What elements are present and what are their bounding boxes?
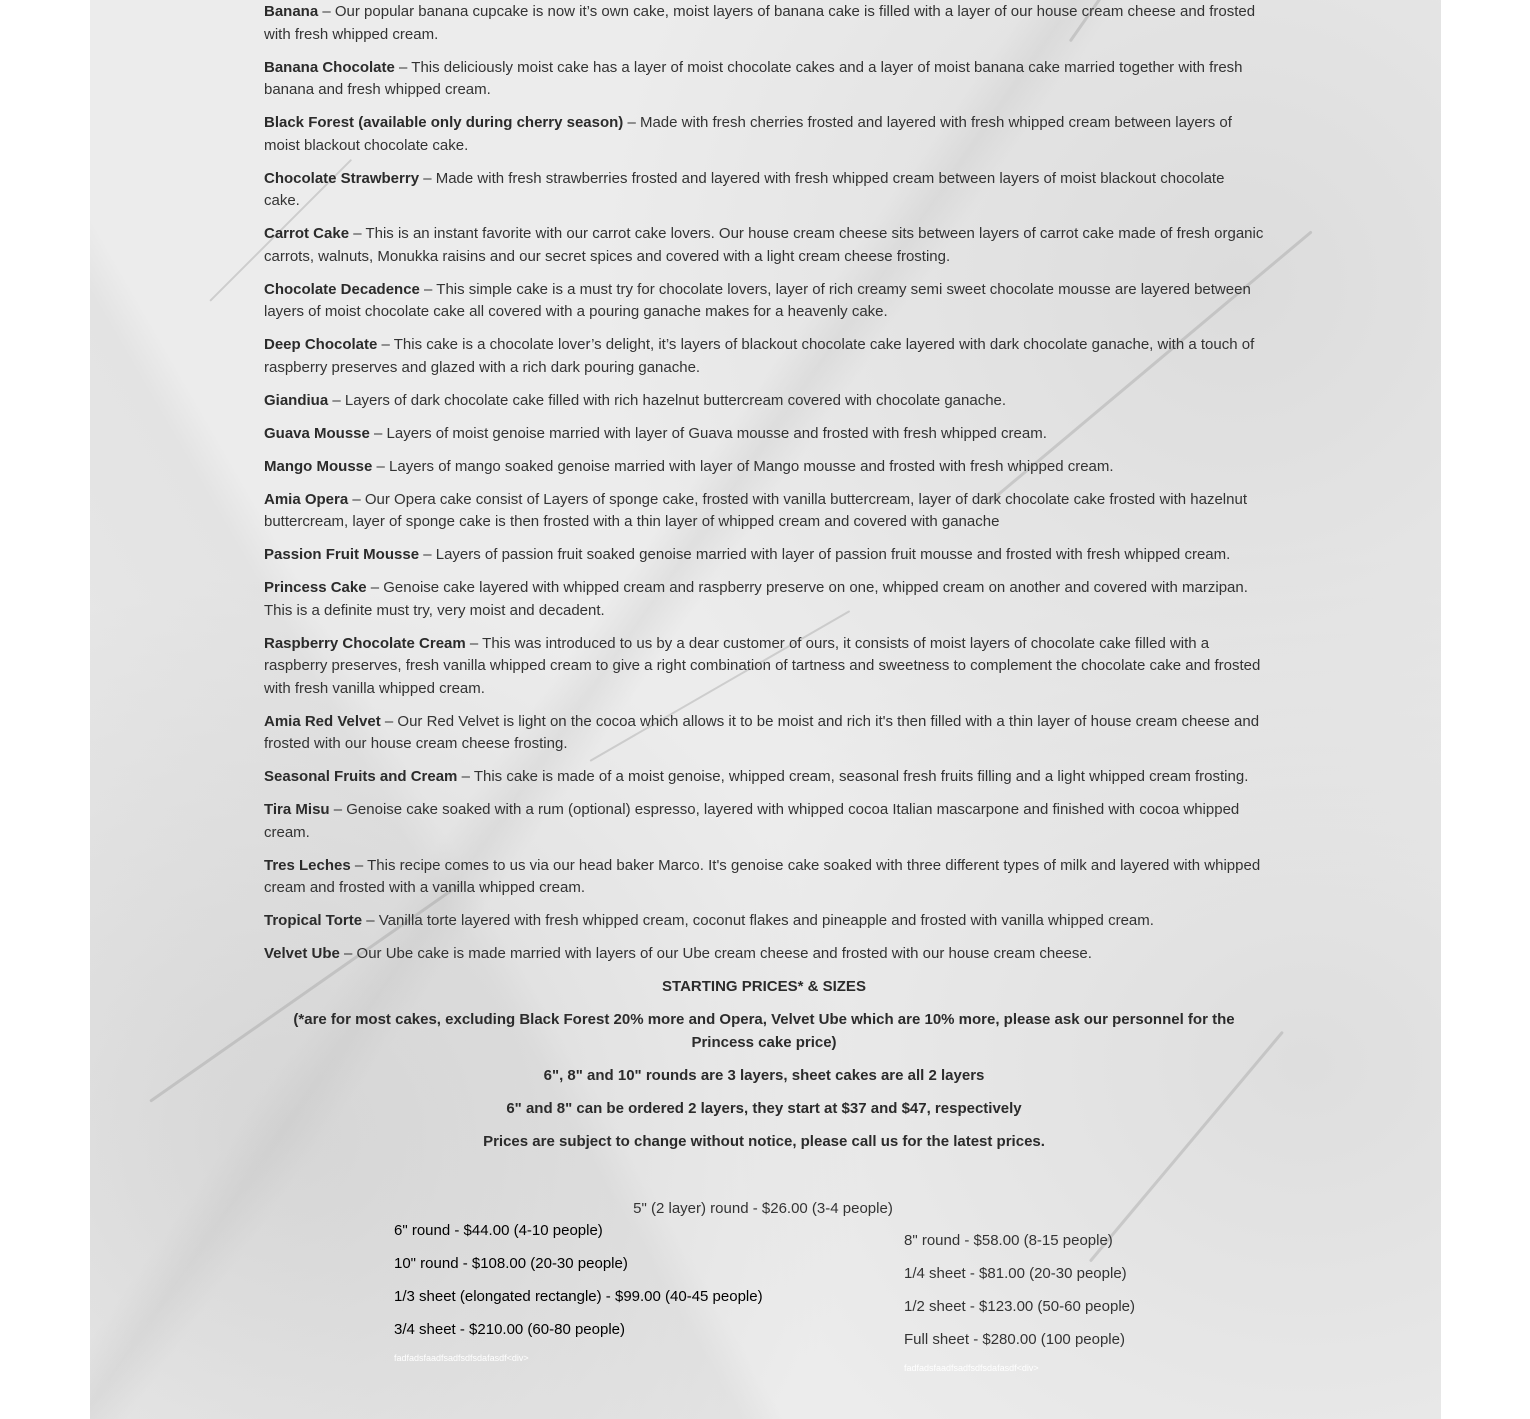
cake-item — [264, 855, 1264, 900]
layers-info: 6", 8" and 10" rounds are 3 layers, sheet cakes are all 2 layers — [543, 1066, 985, 1084]
price-item: 8" round - $58.00 (8-15 people) — [904, 1232, 1113, 1249]
filler-text-right: fadfadsfaadfsadfsdfsdafasdf<div> — [904, 1363, 1039, 1373]
cake-item — [264, 334, 1264, 379]
cake-item — [264, 223, 1264, 268]
cake-name: Banana — [264, 3, 319, 20]
two-layer-info: 6" and 8" can be ordered 2 layers, they start at $37 and $47, respectively — [506, 1099, 1022, 1117]
price-item: Full sheet - $280.00 (100 people) — [904, 1331, 1125, 1348]
cake-description: – Made with fresh strawberries frosted and layered with fresh whipped cream between layers of moist blackout chocolate cake. — [264, 169, 1225, 209]
cake-name: Amia Red Velvet — [264, 712, 381, 730]
cake-description: – Layers of passion fruit soaked genoise married with layer of passion fruit mousse and frosted with fresh whipped cream. — [419, 546, 1231, 563]
price-item: 10" round - $108.00 (20-30 people) — [394, 1255, 628, 1272]
five-inch-price: 5" (2 layer) round - $26.00 (3-4 people) — [633, 1200, 893, 1217]
cake-name: Deep Chocolate — [264, 336, 378, 353]
price-column-right — [904, 1230, 1135, 1385]
cake-item — [264, 279, 1264, 324]
cake-description: – This cake is a chocolate lover’s delight, it’s layers of blackout chocolate cake layered with dark chocolate ganache, with a touch of raspberry preserves and glazed with a rich dark pouring ganache. — [264, 336, 1255, 376]
pricing-heading: STARTING PRICES* & SIZES — [662, 978, 866, 995]
price-item: 1/4 sheet - $81.00 (20-30 people) — [904, 1265, 1127, 1282]
cake-item — [264, 57, 1264, 102]
cake-description: – Our Ube cake is made married with layers of our Ube cream cheese and frosted with our house cream cheese. — [339, 945, 1092, 962]
cake-name: Mango Mousse — [264, 457, 373, 475]
cake-item — [264, 799, 1264, 844]
cake-description: – Made with fresh cherries frosted and layered with fresh whipped cream between layers of moist blackout chocolate cake. — [264, 114, 1232, 154]
cake-item — [264, 456, 1264, 479]
cake-description: – Our Red Velvet is light on the cocoa which allows it to be moist and rich it's then filled with a thin layer of house cream cheese and frosted with our house cream cheese frosting. — [264, 712, 1260, 752]
cake-name: Guava Mousse — [264, 424, 370, 442]
cake-name: Amia Opera — [264, 490, 349, 508]
price-item: 3/4 sheet - $210.00 (60-80 people) — [394, 1321, 625, 1338]
cake-description: – This simple cake is a must try for chocolate lovers, layer of rich creamy semi sweet chocolate mousse are layered between layers of moist chocolate cake all covered with a pouring ganache makes for a heavenly cake. — [264, 280, 1251, 320]
cake-item — [264, 489, 1264, 534]
price-column-left — [394, 1220, 763, 1375]
cake-item — [264, 943, 1264, 966]
cake-name: Chocolate Strawberry — [264, 169, 420, 187]
cake-description: – This is an instant favorite with our carrot cake lovers. Our house cream cheese sits between layers of carrot cake made of fresh organic carrots, walnuts, Monukka raisins and our secret spices and covered with a light cream cheese frosting. — [264, 225, 1264, 265]
cake-item — [264, 168, 1264, 213]
cake-name: Banana Chocolate — [264, 58, 395, 76]
cake-description: – This was introduced to us by a dear customer of ours, it consists of moist layers of chocolate cake filled with a raspberry preserves, fresh vanilla whipped cream to give a right combination of tartness and sweetness to complement the chocolate cake and frosted with fresh vanilla whipped cream. — [264, 634, 1261, 697]
cake-item — [264, 544, 1264, 567]
cake-name: Tropical Torte — [264, 912, 363, 929]
price-disclaimer: Prices are subject to change without notice, please call us for the latest prices. — [483, 1132, 1045, 1150]
filler-text-left: fadfadsfaadfsadfsdfsdafasdf<div> — [394, 1353, 529, 1363]
cake-item — [264, 390, 1264, 413]
cake-item — [264, 711, 1264, 756]
cake-name: Passion Fruit Mousse — [264, 546, 420, 563]
cake-item — [264, 112, 1264, 157]
cake-item — [264, 577, 1264, 622]
cake-description: – Our popular banana cupcake is now it’s own cake, moist layers of banana cake is filled with a layer of our house cream cheese and frosted with fresh whipped cream. — [264, 3, 1256, 43]
cake-name: Seasonal Fruits and Cream — [264, 768, 458, 785]
cake-description: – Our Opera cake consist of Layers of sponge cake, frosted with vanilla buttercream, layer of dark chocolate cake frosted with hazelnut buttercream, layer of sponge cake is then frosted with a thin layer of whipped cream and covered with ganache — [264, 490, 1247, 530]
cake-description: – This recipe comes to us via our head baker Marco. It's genoise cake soaked with three different types of milk and layered with whipped cream and frosted with a vanilla whipped cream. — [264, 856, 1261, 896]
cake-description: – Genoise cake soaked with a rum (optional) espresso, layered with whipped cocoa Italian mascarpone and finished with cocoa whipped cream. — [264, 801, 1240, 841]
cake-descriptions — [264, 0, 1264, 1164]
cake-description: – Genoise cake layered with whipped cream and raspberry preserve on one, whipped cream on another and covered with marzipan. This is a definite must try, very moist and decadent. — [264, 579, 1248, 619]
pricing-note: (*are for most cakes, excluding Black Forest 20% more and Opera, Velvet Ube which are 10% more, please ask our personnel for the Princess cake price) — [293, 1011, 1235, 1051]
cake-description: – This cake is made of a moist genoise, whipped cream, seasonal fresh fruits filling and a light whipped cream frosting. — [457, 768, 1249, 785]
cake-name: Black Forest (available only during cherry season) — [264, 114, 624, 131]
price-item: 6" round - $44.00 (4-10 people) — [394, 1222, 603, 1239]
price-item: 1/3 sheet (elongated rectangle) - $99.00 (40-45 people) — [394, 1288, 763, 1305]
cake-item — [264, 766, 1264, 789]
cake-description: – This deliciously moist cake has a layer of moist chocolate cakes and a layer of moist banana cake married together with fresh banana and fresh whipped cream. — [264, 58, 1243, 98]
cake-name: Princess Cake — [264, 579, 367, 596]
price-item: 1/2 sheet - $123.00 (50-60 people) — [904, 1298, 1135, 1315]
cake-name: Raspberry Chocolate Cream — [264, 634, 466, 652]
cake-item — [264, 633, 1264, 701]
cake-description: – Vanilla torte layered with fresh whipped cream, coconut flakes and pineapple and frosted with vanilla whipped cream. — [362, 912, 1154, 929]
cake-name: Chocolate Decadence — [264, 280, 420, 298]
cake-item — [264, 423, 1264, 446]
cake-name: Tira Misu — [264, 801, 330, 818]
cake-name: Velvet Ube — [264, 945, 340, 962]
cake-item — [264, 1, 1264, 46]
cake-description: – Layers of dark chocolate cake filled with rich hazelnut buttercream covered with chocolate ganache. — [328, 391, 1007, 409]
cake-name: Tres Leches — [264, 856, 351, 874]
cake-description: – Layers of moist genoise married with layer of Guava mousse and frosted with fresh whipped cream. — [369, 424, 1047, 442]
cake-description: – Layers of mango soaked genoise married with layer of Mango mousse and frosted with fresh whipped cream. — [372, 457, 1114, 475]
cake-name: Giandiua — [264, 391, 329, 409]
cake-item — [264, 910, 1264, 933]
cake-name: Carrot Cake — [264, 225, 350, 242]
